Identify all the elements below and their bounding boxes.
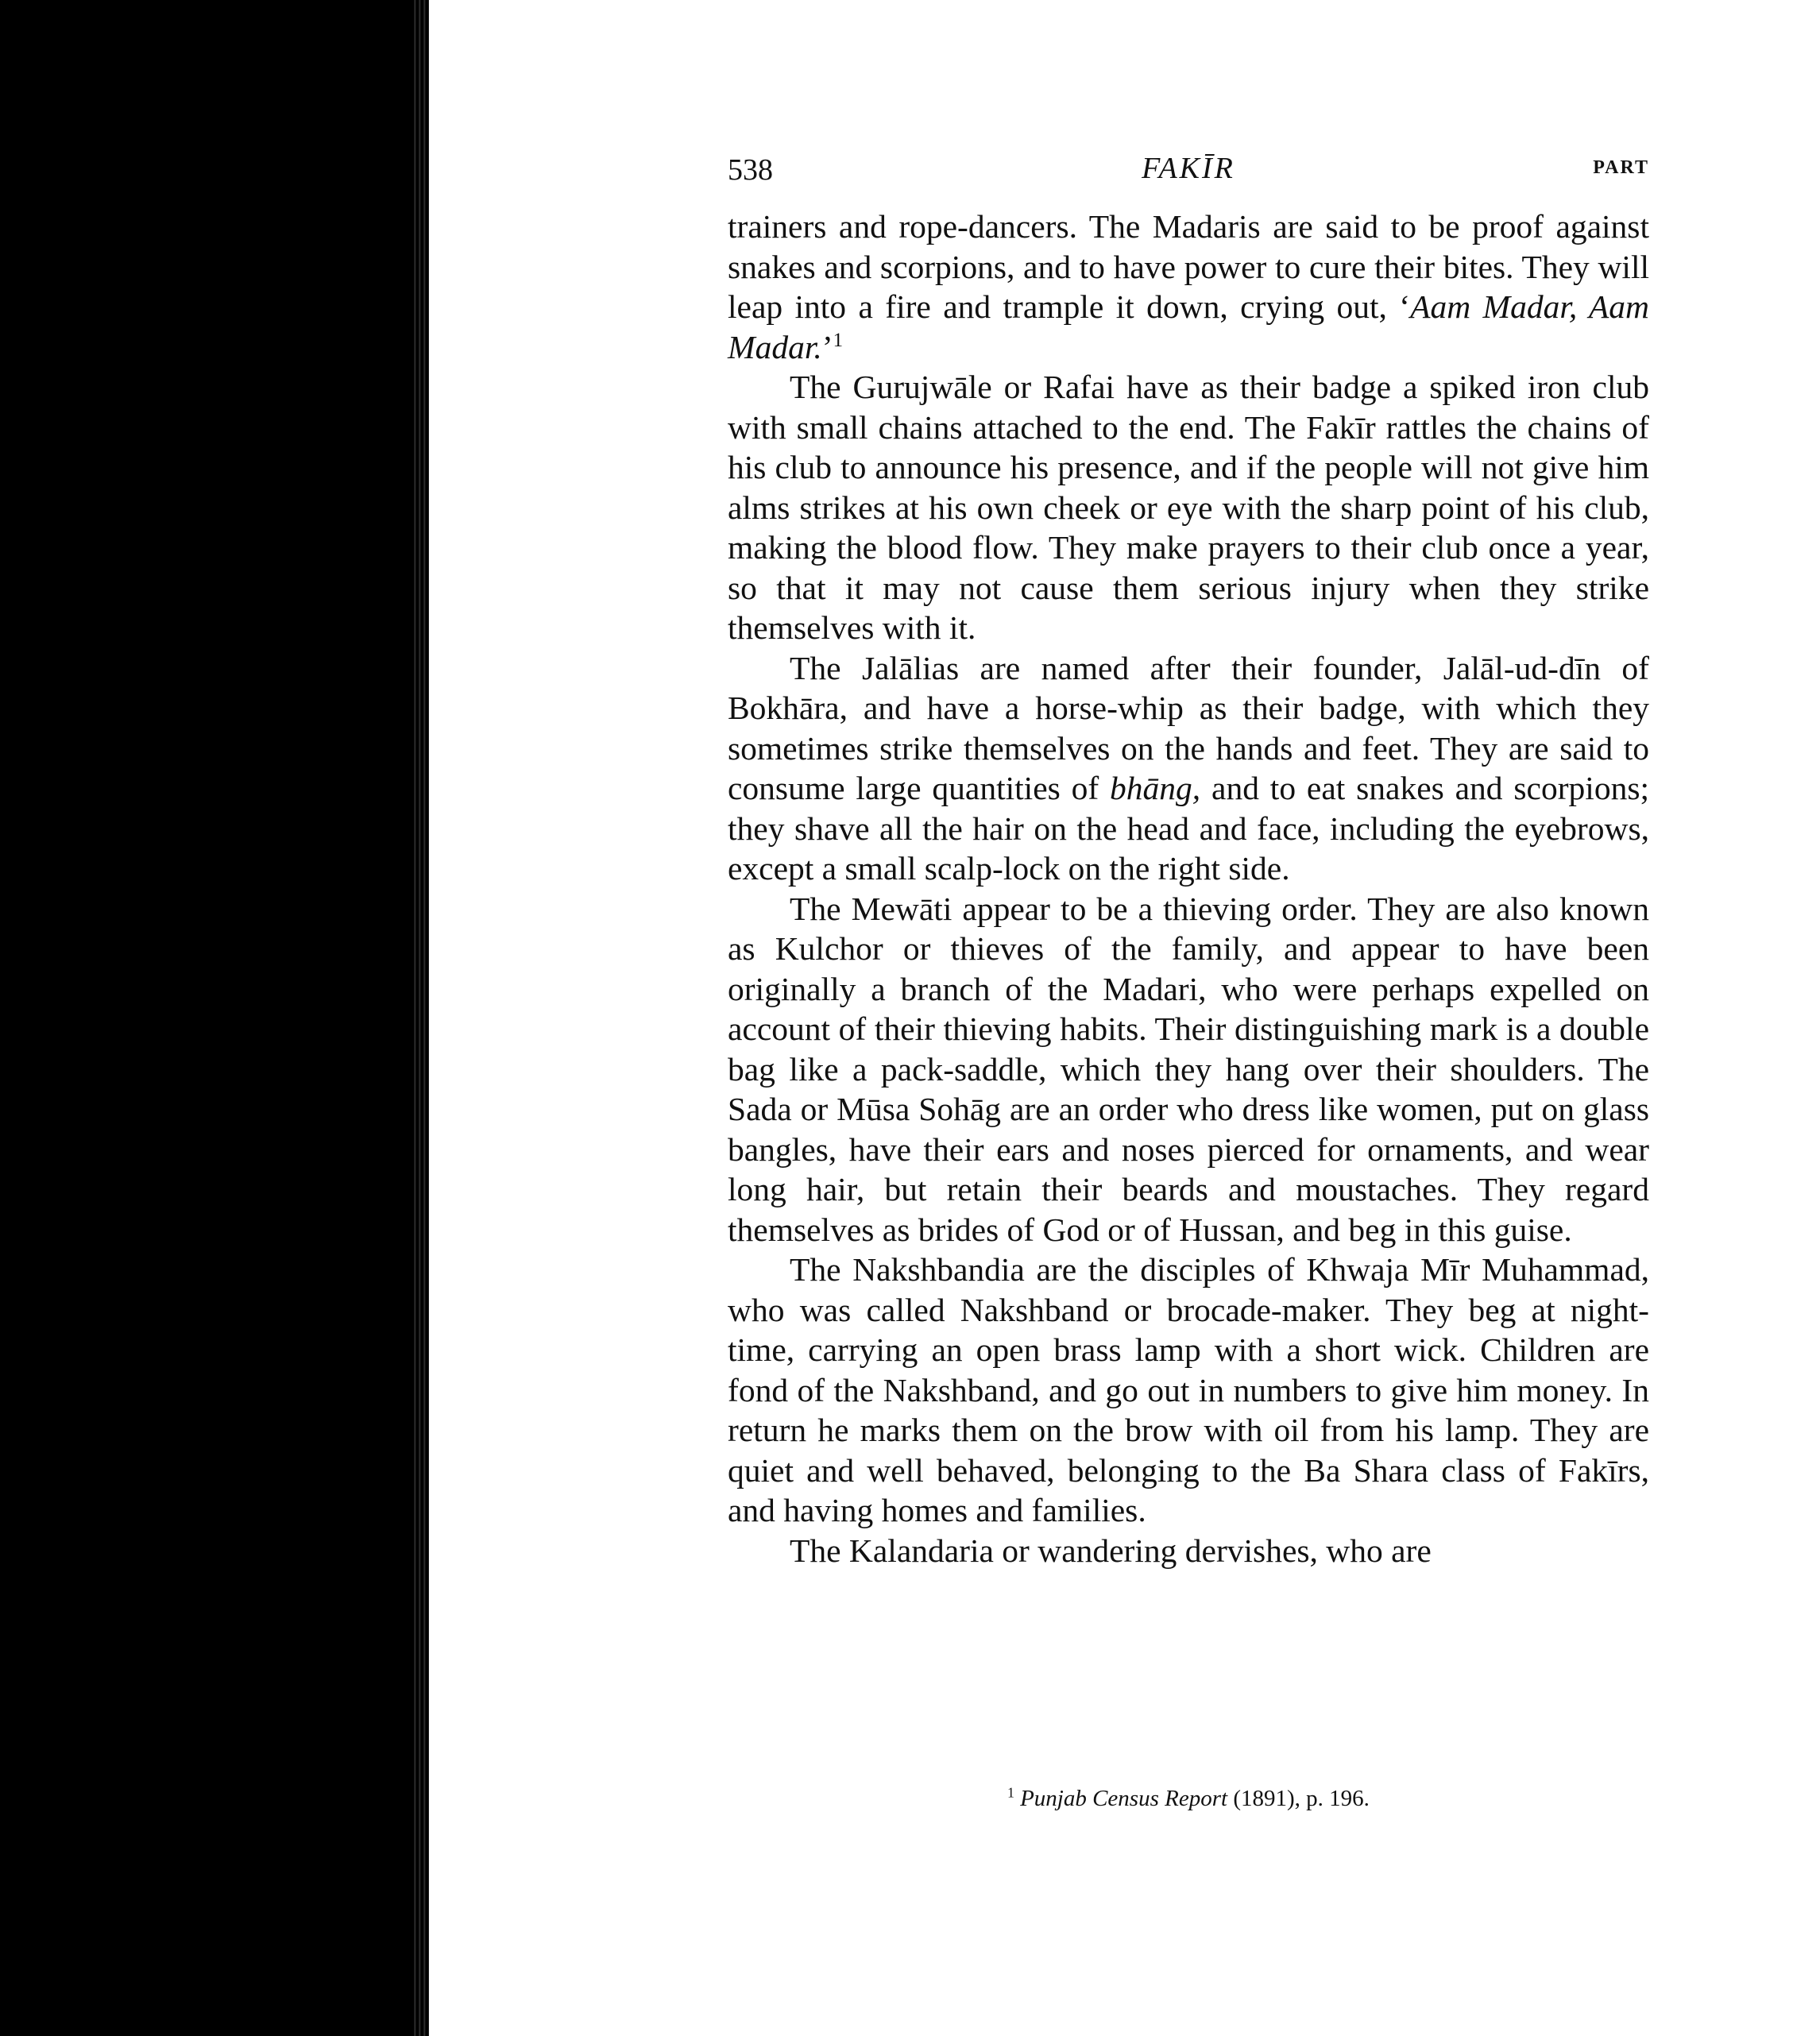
part-label: PART xyxy=(1593,157,1649,178)
paragraph-gurujwale: The Gurujwāle or Rafai have as their badge a spiked iron club with small chains attached to the end. The Fakīr rattles the chains of his club to announce his presence, and if the people will not give him alms strikes at his own cheek or eye with the sharp point of his club, making the blood flow. They make prayers to their club once a year, so that it may not cause them serious injury when they strike themselves with it. xyxy=(728,369,1649,646)
italic-word: bhāng, xyxy=(1110,770,1201,806)
paragraph-nakshbandia: The Nakshbandia are the disciples of Khwaja Mīr Muhammad, who was called Nakshband or brocade-maker. They beg at night-time, carrying an open brass lamp with a short wick. Children are fond of the Nakshband, and go out in numbers to give him money. In return he marks them on the brow with oil from his lamp. They are quiet and well behaved, belonging to the Ba Shara class of Fakīrs, and having homes and families. xyxy=(728,1251,1649,1528)
scanned-book-edge xyxy=(0,0,429,2036)
footnote-ref: 1 xyxy=(833,329,844,351)
footnote xyxy=(728,1786,1649,1812)
paragraph-kalandaria: The Kalandaria or wandering dervishes, who are xyxy=(790,1532,1432,1569)
footnote-citation: (1891), p. 196. xyxy=(1227,1786,1370,1811)
body-text xyxy=(728,207,1649,1570)
page-number: 538 xyxy=(728,153,773,187)
running-head xyxy=(728,151,1649,186)
paragraph-madaris: trainers and rope-dancers. The Madaris are said to be proof against snakes and scorpions, and to have power to cure their bites. They will leap into a fire and trample it down, crying out, ‘Aam Madar, Aam Madar.’$^1$ xyxy=(728,208,1649,365)
running-title: FAKĪR xyxy=(1142,152,1235,185)
footnote-source: Punjab Census Report xyxy=(1020,1786,1228,1811)
paragraph-jalalias: The Jalālias are named after their founder, Jalāl-ud-dīn of Bokhāra, and have a horse-whip as their badge, with which they sometimes strike themselves on the hands and feet. They are said to consume large quantities of bhāng, and to eat snakes and scorpions; they shave all the hair on the head and face, including the eyebrows, except a small scalp-lock on the right side. xyxy=(728,649,1650,887)
paragraph-mewati: The Mewāti appear to be a thieving order. They are also known as Kulchor or thieves of the family, and appear to have been originally a branch of the Madari, who were perhaps expelled on account of their thieving habits. Their distinguishing mark is a double bag like a pack-saddle, which they hang over their shoulders. The Sada or Mūsa Sohāg are an order who dress like women, put on glass bangles, have their ears and noses pierced for ornaments, and wear long hair, but retain their beards and moustaches. They regard themselves as brides of God or of Hussan, and beg in this guise. xyxy=(728,890,1649,1248)
footnote-marker: 1 xyxy=(1007,1784,1014,1801)
italic-phrase: Aam Madar, Aam Madar. xyxy=(728,288,1649,365)
